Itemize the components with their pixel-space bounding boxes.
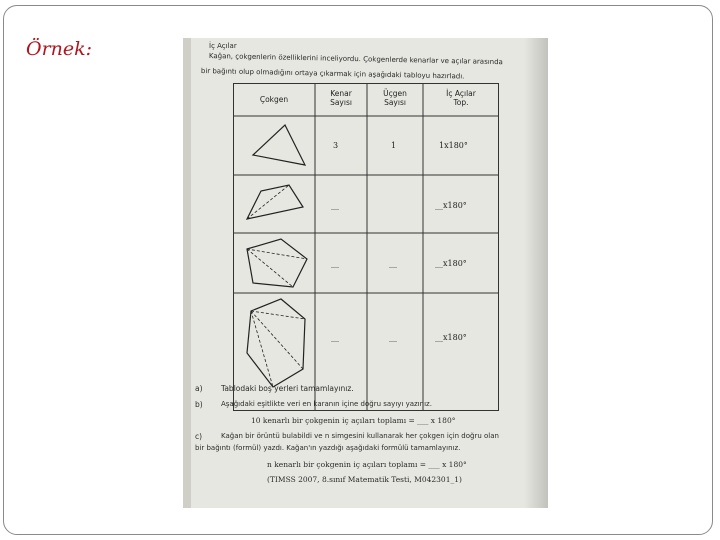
slide-title: Örnek: [26, 38, 93, 60]
col-header-sides: Kenar Sayısı [330, 89, 352, 107]
row3-triangles: __ [389, 259, 397, 268]
row4-angle-sum: __x180° [435, 333, 467, 342]
worksheet-photo [183, 38, 548, 508]
row4-triangles: __ [389, 333, 397, 342]
pentagon-figure [247, 239, 307, 287]
col-header-angle-sum: İç Açılar Top. [446, 89, 476, 107]
question-b-label: b) [195, 400, 203, 409]
question-a-label: a) [195, 384, 203, 393]
col-header-triangles: Üçgen Sayısı [383, 89, 407, 107]
hexagon-figure [247, 299, 305, 387]
source-citation: (TIMSS 2007, 8.sınıf Matematik Testi, M042301_1) [267, 475, 462, 484]
question-a-text: Tablodaki boş yerleri tamamlayınız. [221, 384, 354, 393]
question-c-label: c) [195, 432, 203, 441]
row4-sides: __ [331, 333, 339, 342]
question-c-line2: bir bağıntı (formül) yazdı. Kağan'ın yazdığı aşağıdaki formülü tamamlayınız. [195, 444, 461, 452]
question-b-text: Aşağıdaki eşitlikte veri en karanın içine doğru sayıyı yazınız. [221, 400, 432, 408]
row3-sides: __ [331, 259, 339, 268]
col-header-polygon: Çokgen [259, 95, 289, 104]
row1-angle-sum: 1x180° [439, 141, 468, 150]
row2-angle-sum: __x180° [435, 201, 467, 210]
row3-angle-sum: __x180° [435, 259, 467, 268]
question-b-equation: 10 kenarlı bir çokgenin iç açıları toplamı = ___ x 180° [251, 416, 456, 425]
table-grid [233, 83, 499, 411]
polygon-table [233, 83, 499, 411]
triangle-figure [253, 125, 305, 165]
worksheet-heading: İç Açılar [209, 42, 237, 50]
row1-triangles: 1 [391, 141, 397, 150]
row2-sides: __ [331, 201, 339, 210]
page-shadow [524, 38, 548, 508]
worksheet-intro-line2: bir bağıntı olup olmadığını ortaya çıkarmak için aşağıdaki tabloyu hazırladı. [200, 67, 465, 81]
question-c-equation: n kenarlı bir çokgenin iç açıları toplamı = ___ x 180° [267, 460, 467, 469]
photo-left-strip [183, 38, 191, 508]
question-c-line1: Kağan bir örüntü bulabildi ve n simgesini kullanarak her çokgen için doğru olan [221, 432, 499, 440]
worksheet-intro-line1: Kağan, çokgenlerin özelliklerini inceliyordu. Çokgenlerde kenarlar ve açılar arasında [208, 52, 503, 67]
worksheet-page [191, 38, 548, 508]
row1-sides: 3 [333, 141, 339, 150]
quadrilateral-figure [247, 185, 303, 219]
